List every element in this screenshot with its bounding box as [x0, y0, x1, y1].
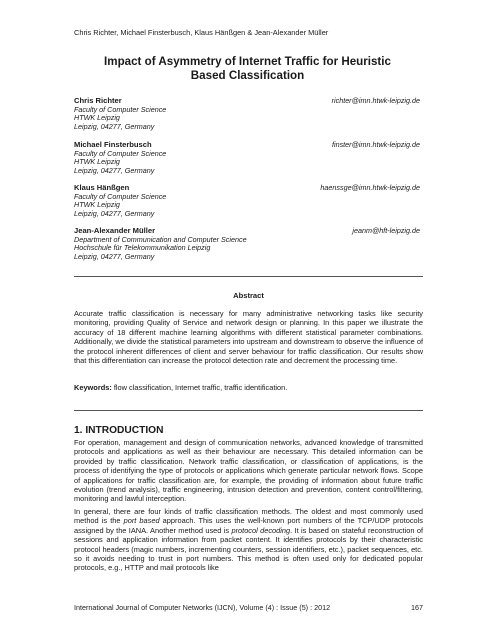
intro-paragraph-2-text: . It is based on stateful reconstruction of sessions and application information from packet content. It identifies protocols by their characteristic protocol headers (magic numbers, incrementing counters, session identifiers, etc.), packet sequences, etc. so it avoids needing to trust in port numbers. This method is often used only for dedicated popular protocols, e.g., HTTP and mail protocols like [74, 525, 423, 573]
author-email: richter@imn.htwk-leipzig.de [331, 96, 420, 105]
keywords [74, 383, 423, 392]
keywords-label: Keywords: [74, 383, 112, 392]
author-affiliation-line: Hochschule für Telekommunikation Leipzig [74, 243, 211, 253]
author-block [74, 141, 420, 175]
paper-title [60, 55, 435, 83]
author-affiliation-line: Leipzig, 04277, Germany [74, 165, 155, 175]
author-affiliation-line: Leipzig, 04277, Germany [74, 121, 155, 131]
keywords-text: flow classification, Internet traffic, traffic identification. [111, 383, 288, 392]
running-head: Chris Richter, Michael Finsterbusch, Klaus Hänßgen & Jean-Alexander Müller [74, 28, 329, 37]
abstract-text: Accurate traffic classification is necessary for many administrative networking tasks like security monitoring, providing Quality of Service and network design or planning. In this paper we illustrate the accuracy of 18 different machine learning algorithms with different statistical parameter combinations. Additionally, we divide the statistical parameters into upstream and downstream to observe the influence of the protocol inherent differences of client and server behaviour for traffic classification. Our results show that this differentiation can increase the protocol detection rate and decrement the processing time. [74, 309, 423, 366]
emphasis-protocol-decoding: protocol decoding [231, 525, 291, 535]
author-affiliation-line: Leipzig, 04277, Germany [74, 251, 155, 261]
author-block [74, 97, 420, 131]
intro-paragraph-2-text: In general, there are four kinds of traffic classification methods. The oldest and most commonly used method is the [74, 507, 423, 526]
intro-paragraph-2-text: approach. This uses the well-known port numbers of the TCP/UDP protocols assigned by the IANA. Another method used is [74, 516, 423, 535]
author-affiliation-line: Faculty of Computer Science [74, 104, 167, 114]
title-line-2: Based Classification [190, 69, 305, 82]
author-affiliation-line: Faculty of Computer Science [74, 148, 167, 158]
title-line-1: Impact of Asymmetry of Internet Traffic for Heuristic [104, 55, 391, 68]
intro-paragraph-1: For operation, management and design of communication networks, advanced knowledge of transmitted protocols and applications as well as their behaviour are necessary. This detailed information can be provided by traffic classification. Network traffic classification, or classification of applications, is the process of identifying the type of protocols or applications which generate particular network flows. Scope of applications for traffic classification are, for example, the providing of information about future traffic evolution (trend analysis), traffic engineering, intrusion detection and prevention, content control/filtering, monitoring and lawful interception. [74, 438, 423, 504]
author-affiliation-line: Leipzig, 04277, Germany [74, 208, 155, 218]
author-email: haenssge@imn.htwk-leipzig.de [320, 183, 420, 192]
author-name: Klaus Hänßgen [74, 183, 130, 192]
emphasis-port-based: port based [123, 516, 160, 526]
author-affiliation-line: Department of Communication and Computer Science [74, 234, 247, 244]
journal-citation: International Journal of Computer Networks (IJCN), Volume (4) : Issue (5) : 2012 [74, 603, 331, 612]
author-block [74, 227, 420, 261]
intro-paragraph-2 [74, 507, 423, 573]
author-affiliation-line: HTWK Leipzig [74, 200, 120, 210]
author-affiliation-line: Faculty of Computer Science [74, 191, 167, 201]
author-affiliation-line: HTWK Leipzig [74, 157, 120, 167]
page-number: 167 [411, 603, 423, 612]
author-block [74, 184, 420, 218]
author-name: Michael Finsterbusch [74, 140, 152, 149]
divider-top [74, 276, 423, 277]
author-name: Chris Richter [74, 96, 122, 105]
page-footer [74, 603, 423, 612]
author-affiliation-line: HTWK Leipzig [74, 113, 120, 123]
section-heading: 1. INTRODUCTION [74, 425, 164, 436]
abstract-heading: Abstract [233, 291, 264, 300]
author-email: finster@imn.htwk-leipzig.de [332, 140, 420, 149]
author-name: Jean-Alexander Müller [74, 226, 156, 235]
divider-bottom [74, 410, 423, 411]
author-email: jeanm@hft-leipzig.de [352, 226, 420, 235]
